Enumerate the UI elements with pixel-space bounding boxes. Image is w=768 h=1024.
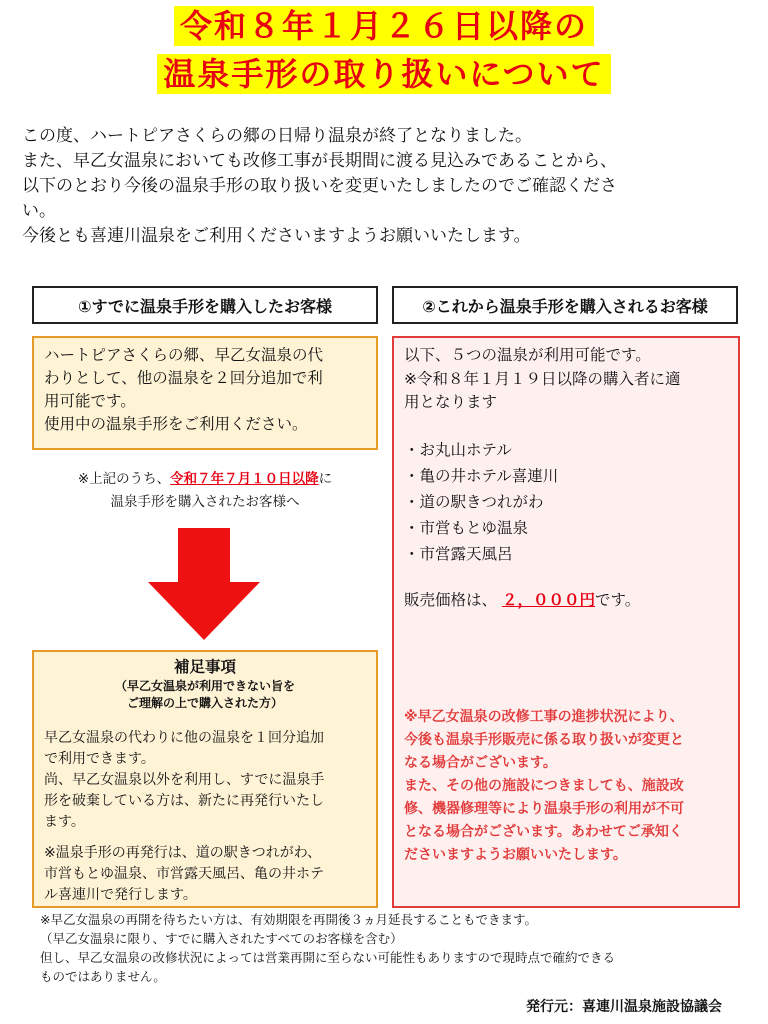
note-pre: ※上記のうち、	[77, 471, 171, 487]
supplement-line: ます。	[44, 814, 85, 830]
onsen-list-item: ・道の駅きつれがわ	[404, 492, 544, 511]
intro-line: 今後とも喜連川温泉をご利用くださいますようお願いいたします。	[22, 226, 531, 246]
right-intro-line: 用となります	[404, 393, 498, 411]
supplement-subtitle-2: ご理解の上で購入された方）	[126, 696, 283, 710]
existing-customers-header: ①すでに温泉手形を購入したお客様	[32, 286, 378, 324]
new-customers-box	[392, 336, 740, 908]
box-line: 用可能です。	[44, 392, 136, 410]
right-intro-line: 以下、５つの温泉が利用可能です。	[404, 346, 651, 364]
onsen-list-item: ・市営もとゆ温泉	[404, 518, 529, 537]
purchase-date-note	[32, 468, 378, 514]
price-post: です。	[594, 590, 641, 609]
supplement-subtitle-1: （早乙女温泉が利用できない旨を	[114, 679, 295, 693]
supplement-line: 早乙女温泉の代わりに他の温泉を１回分追加	[44, 730, 324, 746]
red-down-arrow-icon	[148, 528, 260, 640]
supplement-line: 形を破棄している方は、新たに再発行いたし	[44, 793, 324, 809]
supplement-box	[32, 650, 378, 908]
publisher: 発行元：喜連川温泉施設協議会	[526, 999, 722, 1015]
title-text-2: 温泉手形の取り扱いについて	[157, 54, 610, 94]
intro-line: 以下のとおり今後の温泉手形の取り扱いを変更いたしましたのでご確認くださ	[22, 176, 617, 196]
reissue-line: ※温泉手形の再発行は、道の駅きつれがわ、	[44, 845, 322, 861]
supplement-title: 補足事項	[173, 658, 236, 676]
red-note-line: ※早乙女温泉の改修工事の進捗状況により、	[404, 709, 684, 725]
red-note-line: なる場合がございます。	[404, 755, 557, 771]
new-customers-header: ②これから温泉手形を購入されるお客様	[392, 286, 738, 324]
price-value: ２，０００円	[501, 590, 595, 609]
supplement-line: 尚、早乙女温泉以外を利用し、すでに温泉手	[44, 772, 325, 788]
onsen-list-item: ・お丸山ホテル	[404, 440, 512, 459]
price-pre: 販売価格は、	[404, 590, 498, 609]
title-text-1: 令和８年１月２６日以降の	[174, 6, 594, 46]
red-note-line: ださいますようお願いいたします。	[404, 847, 627, 863]
footnote-line: 但し、早乙女温泉の改修状況によっては営業再開に至らない可能性もありますので現時点で確約できる	[40, 950, 616, 965]
note-post: に	[318, 471, 333, 487]
reissue-line: 市営もとゆ温泉、市営露天風呂、亀の井ホテ	[44, 866, 324, 882]
box-line: ハートピアさくらの郷、早乙女温泉の代	[44, 346, 324, 364]
note-line-2: 温泉手形を購入されたお客様へ	[110, 494, 300, 510]
red-note-line: 修、機器修理等により温泉手形の利用が不可	[404, 801, 684, 817]
note-line-1	[32, 468, 378, 491]
red-note-line: となる場合がございます。あわせてご承知く	[404, 824, 683, 840]
intro-line: この度、ハートピアさくらの郷の日帰り温泉が終了となりました。	[22, 126, 532, 146]
right-intro-line: ※令和８年１月１９日以降の購入者に適	[404, 369, 681, 388]
box-line: 使用中の温泉手形をご利用ください。	[44, 415, 308, 433]
reissue-line: ル喜連川で発行します。	[44, 887, 197, 903]
box-line: わりとして、他の温泉を２回分追加で利	[44, 369, 323, 387]
footnotes	[40, 910, 740, 986]
red-note-line: また、その他の施設につきましても、施設改	[404, 778, 684, 794]
footnote-line: ものではありません。	[40, 969, 166, 984]
price-line	[404, 589, 728, 613]
onsen-list-item: ・市営露天風呂	[404, 544, 513, 563]
existing-customers-box	[32, 336, 378, 450]
title-line-1	[0, 6, 768, 46]
intro-line: い。	[22, 201, 56, 221]
red-note-line: 今後も温泉手形販売に係る取り扱いが変更と	[404, 732, 684, 748]
supplement-line: で利用できます。	[44, 751, 155, 767]
footnote-line: ※早乙女温泉の再開を待ちたい方は、有効期限を再開後３ヵ月延長することもできます。	[40, 912, 537, 927]
onsen-list-item: ・亀の井ホテル喜連川	[404, 466, 559, 485]
intro-paragraph	[22, 124, 752, 249]
intro-line: また、早乙女温泉においても改修工事が長期間に渡る見込みであることから、	[22, 151, 617, 171]
note-date-highlight: 令和７年７月１０日以降	[170, 471, 319, 487]
footnote-line: （早乙女温泉に限り、すでに購入されたすべてのお客様を含む）	[40, 931, 403, 946]
title-line-2	[0, 54, 768, 94]
